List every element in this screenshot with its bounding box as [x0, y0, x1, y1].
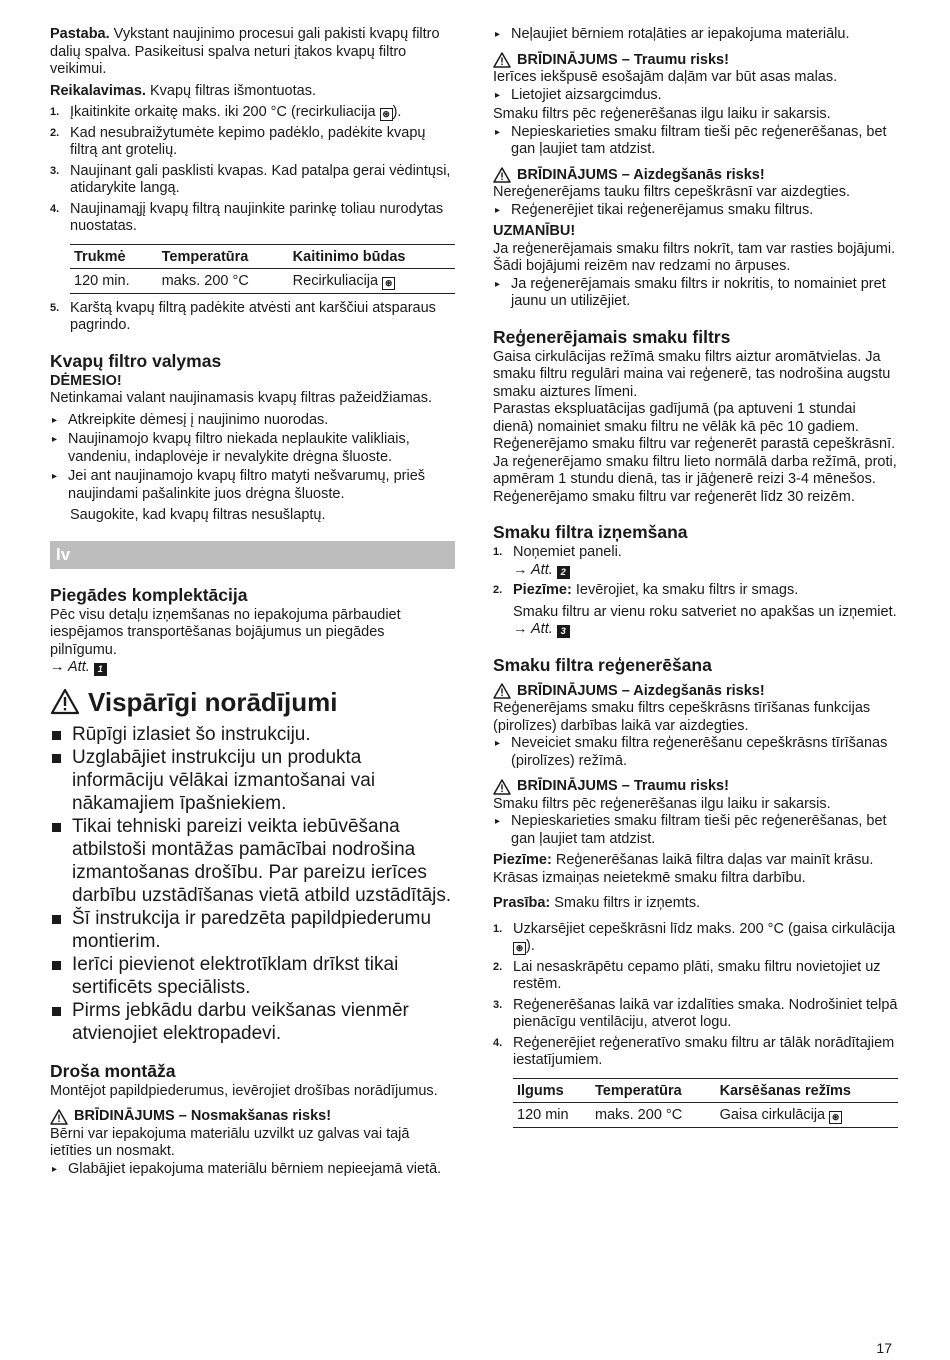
list-item: ▸ Reģenerējiet tikai reģenerējamus smaku filtrus.: [493, 202, 898, 220]
figure-reference: → Att. 2: [513, 562, 570, 578]
step-item: 4. Naujinamąjį kvapų filtrą naujinkite parinkę toliau nurodytas nuostatas.: [50, 200, 444, 234]
paragraph: Gaisa cirkulācijas režīmā smaku filtrs aiztur aromātvielas. Ja smaku filtru regulāri maina vai reģenerē, tas nodrošina augstu smaku aiztures līmeni.: [493, 348, 891, 400]
list-item: ▸ Neļaujiet bērniem rotaļāties ar iepakojuma materiālu.: [493, 26, 898, 44]
cleaning-tail: Saugokite, kad kvapų filtras nesušlaptų.: [70, 507, 326, 523]
note-paragraph: Piezīme: Reģenerēšanas laikā filtra daļas var mainīt krāsu. Krāsas izmaiņas neietekmē smaku filtra darbību.: [493, 852, 874, 886]
settings-table: [70, 244, 455, 294]
list-item: ▸ Glabājiet iepakojuma materiālu bērniem nepieejamā vietā.: [50, 1161, 455, 1179]
table-header: Kaitinimo būdas: [289, 244, 455, 269]
figure-reference: → Att. 1: [50, 659, 455, 677]
table-header: Temperatūra: [591, 1078, 716, 1103]
warning-text: Bērni var iepakojuma materiālu uzvilkt uz galvas vai tajā ietīties un nosmakt.: [50, 1125, 410, 1159]
section-heading: Smaku filtra reģenerēšana: [493, 654, 712, 675]
attention-text: Netinkamai valant naujinamasis kvapų filtras pažeidžiamas.: [50, 390, 433, 406]
general-list: [50, 723, 455, 1045]
warning-heading: BRĪDINĀJUMS – Traumu risks!: [493, 778, 898, 796]
step-item: 1. Uzkarsējiet cepeškrāsni līdz maks. 200 °C (gaisa cirkulācija ⊛ ).: [493, 920, 896, 954]
warning-icon: [50, 1109, 68, 1125]
fan-icon: ⊛: [380, 108, 393, 121]
section-heading: Piegādes komplektācija: [50, 584, 248, 605]
figure-number: 3: [557, 625, 570, 638]
section-heading: Kvapų filtro valymas: [50, 350, 222, 371]
list-item: ▸ Neveiciet smaku filtra reģenerēšanu cepeškrāsns tīrīšanas (pirolīzes) režīmā.: [493, 735, 898, 770]
safety-text: Montējot papildpiederumus, ievērojiet drošības norādījumus.: [50, 1082, 438, 1099]
steps-list: [50, 104, 455, 236]
list-item: Šī instrukcija ir paredzēta papildpiederumu montierim.: [50, 907, 455, 953]
warning-heading: BRĪDINĀJUMS – Aizdegšanās risks!: [493, 167, 898, 185]
list-item: ▸ Naujinamojo kvapų filtro niekada neplaukite valikliais, vandeniu, indaplovėje ir nevalykite drėgna šluoste.: [50, 431, 455, 466]
list-item: ▸ Atkreipkite dėmesį į naujinimo nuorodas.: [50, 412, 455, 430]
paragraph: Parastas ekspluatācijas gadījumā (pa aptuveni 1 stundai dienā) nomainiet smaku filtru ne vēlāk kā pēc 10 gadiem.: [493, 401, 859, 435]
step-item: 3. Naujinant gali pasklisti kvapas. Kad patalpa gerai vėdintųsi, atidarykite langą.: [50, 162, 451, 196]
warning-heading: BRĪDINĀJUMS – Traumu risks!: [493, 52, 898, 70]
cleaning-list: [50, 412, 455, 504]
step-item: 2. Kad nesubraižytumėte kepimo padėklo, padėkite kvapų filtrą ant grotelių.: [50, 124, 426, 158]
section-heading: Reģenerējamais smaku filtrs: [493, 326, 731, 347]
note-paragraph: [50, 26, 455, 79]
page-title: Vispārīgi norādījumi: [50, 687, 455, 717]
warning-list: [493, 813, 898, 848]
step-item: 2. Piezīme: Ievērojiet, ka smaku filtrs ir smags. Smaku filtru ar vienu roku satveriet no apakšas un izņemiet. → Att. 3: [493, 582, 897, 637]
warning-heading: BRĪDINĀJUMS – Nosmakšanas risks!: [50, 1108, 455, 1126]
note-label: Pastaba.: [50, 26, 110, 42]
table-header: Temperatūra: [158, 244, 289, 269]
figure-reference: → Att. 3: [513, 621, 570, 637]
list-item: Ierīci pievienot elektrotīklam drīkst tikai sertificēts speciālists.: [50, 953, 455, 999]
requirement-paragraph: [50, 83, 455, 101]
warning-icon: [50, 688, 80, 715]
warning-icon: [493, 683, 511, 699]
arrow-icon: →: [513, 621, 528, 637]
requirement-paragraph: Prasība: Smaku filtrs ir izņemts.: [493, 895, 701, 911]
warning-icon: [493, 52, 511, 68]
table-wrapper: [50, 244, 455, 294]
arrow-icon: →: [513, 561, 528, 578]
warning-text: Nereģenerējams tauku filtrs cepeškrāsnī var aizdegties.: [493, 184, 851, 200]
note-text: Vykstant naujinimo procesui gali pakisti kvapų filtro dalių spalva. Pasikeitusi spalva neturi įtakos kvapų filtro veikimui.: [50, 26, 440, 77]
caution-label: UZMANĪBU!: [493, 223, 576, 239]
left-column: [50, 26, 455, 1182]
step-item: 1. Įkaitinkite orkaitę maks. iki 200 °C (recirkuliacija ⊛ ).: [50, 104, 402, 120]
figure-number: 1: [94, 663, 107, 676]
table-header: Karsēšanas režīms: [716, 1078, 898, 1103]
table-header: Ilgums: [513, 1078, 591, 1103]
fan-icon: ⊛: [513, 942, 526, 955]
step-item: 4. Reģenerējiet reģeneratīvo smaku filtru ar tālāk norādītajiem iestatījumiem.: [493, 1034, 895, 1068]
warning-icon: [493, 779, 511, 795]
step-item: 1. Noņemiet paneli. → Att. 2: [493, 544, 622, 578]
settings-table: [513, 1078, 898, 1128]
list-item: ▸ Nepieskarieties smaku filtram tieši pēc reģenerēšanas, bet gan ļaujiet tam atdzist.: [493, 813, 898, 848]
list-item: Uzglabājiet instrukciju un produkta informāciju vēlākai izmantošanai vai nākamajiem īpašniekiem.: [50, 746, 455, 815]
warning-list: [493, 202, 898, 220]
list-item: Rūpīgi izlasiet šo instrukciju.: [50, 723, 455, 746]
section-heading: Droša montāža: [50, 1060, 176, 1081]
warning-list: [493, 26, 898, 44]
arrow-icon: →: [50, 659, 65, 675]
step-item: 2. Lai nesaskrāpētu cepamo plāti, smaku filtru novietojiet uz restēm.: [493, 958, 881, 992]
warning-list: [493, 87, 898, 105]
warning-icon: [493, 167, 511, 183]
table-row: 120 min. maks. 200 °C Recirkuliacija ⊛: [70, 269, 455, 294]
warning-text: Smaku filtrs pēc reģenerēšanas ilgu laiku ir sakarsis.: [493, 106, 831, 122]
language-bar: lv: [50, 541, 455, 569]
table-header: Trukmė: [70, 244, 158, 269]
attention-label: DĖMESIO!: [50, 372, 122, 389]
delivery-text: Pēc visu detaļu izņemšanas no iepakojuma pārbaudiet iespējamos transportēšanas bojājumus un piegādes pilnīgumu.: [50, 606, 401, 658]
right-column: [493, 26, 898, 1134]
warning-list: [50, 1161, 455, 1179]
list-item: ▸ Nepieskarieties smaku filtram tieši pēc reģenerēšanas, bet gan ļaujiet tam atdzist.: [493, 124, 898, 159]
figure-number: 2: [557, 566, 570, 579]
step-item: 5. Karštą kvapų filtrą padėkite atvėsti ant karščiui atsparaus pagrindo.: [50, 299, 436, 333]
paragraph: Ja reģenerējamo smaku filtru lieto normālā darba režīmā, proti, apmēram 1 stundu dienā, tas ir jāģenerē reizi 3-4 mēnešos. Reģenerējamo smaku filtru var reģenerēt līdz 30 reizēm.: [493, 453, 897, 505]
fan-icon: ⊛: [829, 1111, 842, 1124]
paragraph: Reģenerējamo smaku filtru var reģenerēt parastā cepeškrāsnī.: [493, 436, 896, 452]
warning-text: Reģenerējams smaku filtrs cepeškrāsns tīrīšanas funkcijas (pirolīzes) darbības laikā var aizdegties.: [493, 700, 871, 734]
warning-list: [493, 735, 898, 770]
steps-list: [493, 921, 898, 1070]
step-detail: Smaku filtru ar vienu roku satveriet no apakšas un izņemiet.: [513, 603, 897, 620]
warning-text: Smaku filtrs pēc reģenerēšanas ilgu laiku ir sakarsis.: [493, 795, 831, 812]
warning-text: Ierīces iekšpusē esošajām daļām var būt asas malas.: [493, 69, 838, 85]
requirement-text: Kvapų filtras išmontuotas.: [145, 82, 316, 99]
list-item: Tikai tehniski pareizi veikta iebūvēšana atbilstoši montāžas pamācībai nodrošina izmantošanas drošību. Par pareizu ierīces darbību uzstādīšanas vietā atbild uzstādītājs.: [50, 815, 455, 907]
caution-list: [493, 276, 898, 311]
list-item: Pirms jebkādu darbu veikšanas vienmēr atvienojiet elektropadevi.: [50, 999, 455, 1045]
list-item: ▸ Jei ant naujinamojo kvapų filtro matyti nešvarumų, prieš naujindami pašalinkite juos drėgna šluoste.: [50, 468, 455, 503]
step-item: 3. Reģenerēšanas laikā var izdalīties smaka. Nodrošiniet telpā pienācīgu ventilāciju, atverot logu.: [493, 996, 898, 1030]
fan-icon: ⊛: [382, 277, 395, 290]
list-item: ▸ Lietojiet aizsargcimdus.: [493, 87, 898, 105]
caution-text: Ja reģenerējamais smaku filtrs nokrīt, tam var rasties bojājumi. Šādi bojājumi reizēm nav redzami no ārpuses.: [493, 240, 896, 274]
section-heading: Smaku filtra izņemšana: [493, 522, 688, 542]
page-number: 17: [876, 1340, 892, 1356]
table-row: 120 min maks. 200 °C Gaisa cirkulācija ⊛: [513, 1103, 898, 1128]
warning-list: [493, 124, 898, 159]
warning-heading: BRĪDINĀJUMS – Aizdegšanās risks!: [493, 683, 898, 701]
steps-list: [50, 300, 455, 335]
table-wrapper: [493, 1078, 898, 1128]
steps-list: [493, 544, 898, 639]
requirement-label: Reikalavimas.: [50, 82, 146, 99]
list-item: ▸ Ja reģenerējamais smaku filtrs ir nokritis, to nomainiet pret jaunu un utilizējiet.: [493, 276, 898, 311]
